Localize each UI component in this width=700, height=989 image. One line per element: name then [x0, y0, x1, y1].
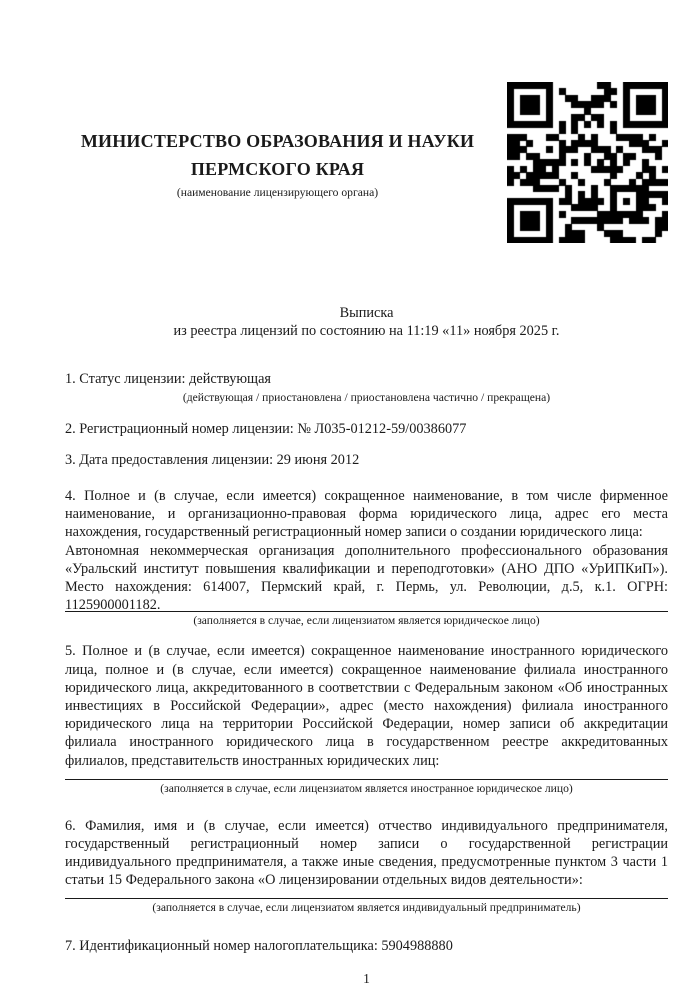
registration-number-text: 2. Регистрационный номер лицензии: № Л035-01212-59/00386077 — [65, 420, 467, 437]
ministry-caption: (наименование лицензирующего органа) — [176, 186, 379, 199]
individual-entrepreneur-statutory-text: 6. Фамилия, имя и (в случае, если имеется) отчество индивидуального предпринимателя, государственный регистрационный номер записи о государственной регистрации индивидуального предпринимателя, а также иные сведения, предусмотренные пунктом 3 части 1 статьи 15 Федерального закона «О лицензировании отдельных видов деятельности»: — [65, 817, 668, 889]
document-header — [65, 0, 668, 250]
individual-entrepreneur-caption: (заполняется в случае, если лицензиатом является индивидуальный предприниматель) — [152, 900, 581, 914]
qr-code — [507, 82, 668, 243]
qr-code-image — [507, 82, 668, 243]
taxpayer-id-text: 7. Идентификационный номер налогоплательщика: 5904988880 — [65, 937, 453, 954]
page-number: 1 — [363, 970, 370, 986]
item-license-status — [65, 370, 668, 404]
ministry-name-line2: ПЕРМСКОГО КРАЯ — [190, 158, 365, 179]
ministry-block — [65, 128, 490, 200]
foreign-legal-entity-caption: (заполняется в случае, если лицензиатом является иностранное юридическое лицо) — [160, 781, 573, 795]
license-grant-date-text: 3. Дата предоставления лицензии: 29 июня 2012 — [65, 451, 360, 468]
item-legal-entity — [65, 487, 668, 628]
item-individual-entrepreneur — [65, 817, 668, 915]
legal-entity-value: Автономная некоммерческая организация дополнительного профессионального образования «Уральский институт повышения квалификации и переподготовки» (АНО ДПО «УрИПКиП»). Место нахождения: 614007, Пермский край, г. Пермь, ул. Революции, д.5, к.1. ОГРН: 1125900001182. — [65, 542, 668, 614]
fill-in-line-foreign-legal-entity — [65, 779, 668, 780]
legal-entity-caption: (заполняется в случае, если лицензиатом является юридическое лицо) — [193, 614, 540, 628]
item-license-grant-date — [65, 451, 668, 469]
document-title — [65, 304, 668, 340]
fill-in-line-individual-entrepreneur — [65, 898, 668, 899]
item-foreign-legal-entity — [65, 642, 668, 795]
legal-entity-statutory-text: 4. Полное и (в случае, если имеется) сокращенное наименование, в том числе фирменное наименование, и организационно-правовая форма юридического лица, адрес его места нахождения, государственный регистрационный номер записи о создании юридического лица: — [65, 488, 668, 541]
document-title-line1: Выписка — [339, 305, 394, 321]
foreign-legal-entity-statutory-text: 5. Полное и (в случае, если имеется) сокращенное наименование иностранного юридического лица, полное и (в случае, если имеется) сокращенное наименование филиала иностранного юридического лица, аккредитованного в соответствии с Федеральным законом «Об иностранных инвестициях в Российской Федерации», адрес (место нахождения) филиала иностранного юридического лица на территории Российской Федерации, номер записи об аккредитации филиала иностранного юридического лица в государственном реестре аккредитованных филиалов, представительств иностранных юридических лиц: — [65, 643, 668, 769]
item-registration-number — [65, 420, 668, 438]
license-status-text: 1. Статус лицензии: действующая — [65, 371, 271, 388]
item-taxpayer-id — [65, 937, 668, 955]
document-title-line2: из реестра лицензий по состоянию на 11:19 «11» ноября 2025 г. — [173, 323, 560, 340]
license-status-caption: (действующая / приостановлена / приостановлена частично / прекращена) — [182, 390, 551, 404]
ministry-name-line1: МИНИСТЕРСТВО ОБРАЗОВАНИЯ И НАУКИ — [80, 131, 475, 151]
